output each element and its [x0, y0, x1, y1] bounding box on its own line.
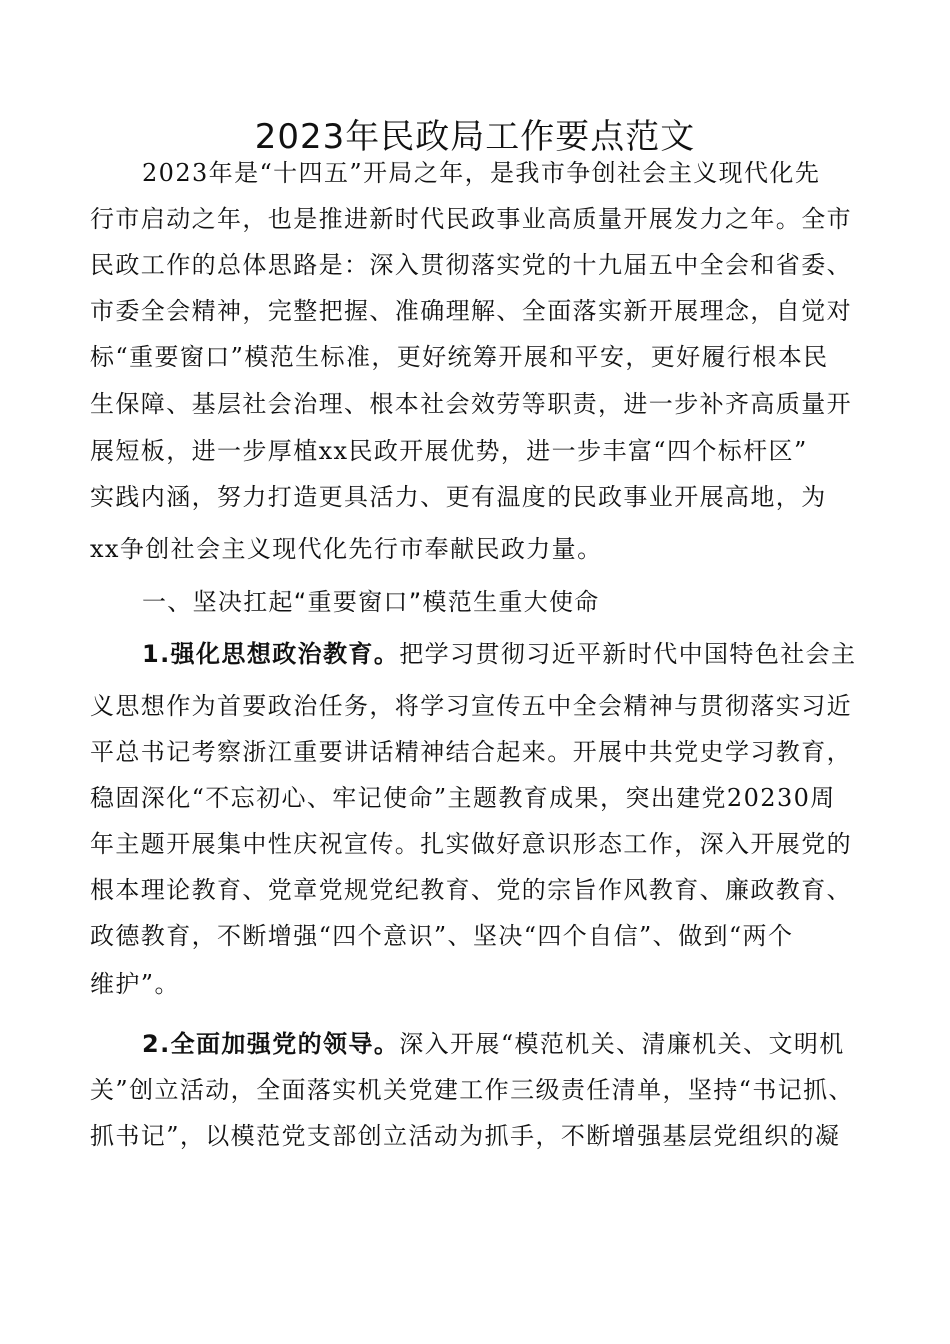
intro-line-4: 市委全会精神，完整把握、准确理解、全面落实新开展理念，自觉对 — [90, 297, 852, 325]
item2-line-3: 抓书记”，以模范党支部创立活动为抓手，不断增强基层党组织的凝 — [90, 1122, 841, 1150]
item1-line-5: 年主题开展集中性庆祝宣传。扎实做好意识形态工作，深入开展党的 — [90, 830, 852, 858]
item1-line-2: 义思想作为首要政治任务，将学习宣传五中全会精神与贯彻落实习近 — [90, 692, 852, 720]
intro-line-3: 民政工作的总体思路是：深入贯彻落实党的十九届五中全会和省委、 — [90, 251, 852, 279]
item1-first-rest: 把学习贯彻习近平新时代中国特色社会主 — [399, 640, 857, 668]
intro-line-1: 2023年是“十四五”开局之年，是我市争创社会主义现代化先 — [142, 159, 821, 187]
intro-line-2: 行市启动之年，也是推进新时代民政事业高质量开展发力之年。全市 — [90, 205, 852, 233]
document-title: 2023年民政局工作要点范文 — [254, 117, 696, 157]
intro-line-6: 生保障、基层社会治理、根本社会效劳等职责，进一步补齐高质量开 — [90, 390, 852, 418]
intro-line-9: xx争创社会主义现代化先行市奉献民政力量。 — [90, 535, 603, 563]
section-heading: 一、坚决扛起“重要窗口”模范生重大使命 — [142, 588, 600, 616]
intro-line-5: 标“重要窗口”模范生标准，更好统筹开展和平安，更好履行根本民 — [90, 343, 829, 371]
item2-first-rest: 深入开展“模范机关、清廉机关、文明机 — [399, 1030, 845, 1058]
item1-line-6: 根本理论教育、党章党规党纪教育、党的宗旨作风教育、廉政教育、 — [90, 876, 852, 904]
intro-line-7: 展短板，进一步厚植xx民政开展优势，进一步丰富“四个标杆区” — [90, 437, 808, 465]
item1-line-7: 政德教育，不断增强“四个意识”、坚决“四个自信”、做到“两个 — [90, 922, 794, 950]
item1-line-4: 稳固深化“不忘初心、牢记使命”主题教育成果，突出建党20230周 — [90, 784, 836, 812]
item2-line-2: 关”创立活动，全面落实机关党建工作三级责任清单，坚持“书记抓、 — [90, 1076, 854, 1104]
item1-line-8: 维护”。 — [90, 970, 180, 998]
item1-bold-lead: 1.强化思想政治教育。 — [142, 640, 400, 668]
item2-first-line — [142, 1026, 845, 1062]
item2-bold-lead: 2.全面加强党的领导。 — [142, 1030, 400, 1058]
intro-line-8: 实践内涵，努力打造更具活力、更有温度的民政事业开展高地，为 — [90, 483, 827, 511]
item1-first-line — [142, 636, 856, 672]
item1-line-3: 平总书记考察浙江重要讲话精神结合起来。开展中共党史学习教育， — [90, 738, 852, 766]
